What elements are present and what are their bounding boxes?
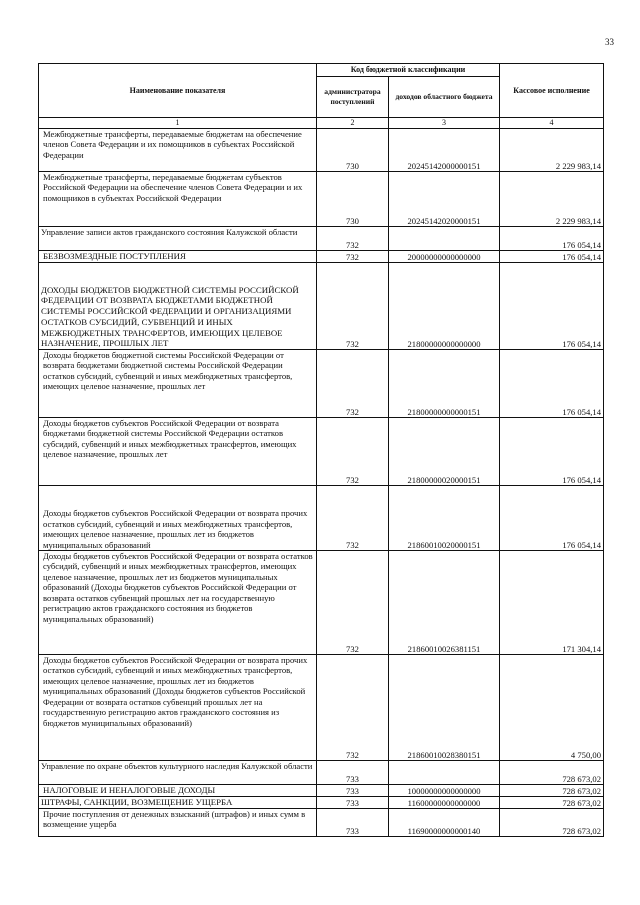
row-amount: 176 054,14 (500, 486, 604, 551)
row-amount: 176 054,14 (500, 418, 604, 486)
column-number: 2 (317, 118, 389, 129)
table-row (39, 785, 604, 797)
row-amount: 728 673,02 (500, 797, 604, 809)
table-row (39, 263, 604, 350)
row-admin-code: 733 (317, 785, 389, 797)
table-row (39, 655, 604, 761)
column-number: 1 (39, 118, 317, 129)
header-name-column: Наименование показателя (39, 64, 317, 118)
row-name: Доходы бюджетов субъектов Российской Федерации от возврата бюджетами бюджетной системы Российской Федерации остатков субсидий, субвенций и иных межбюджетных трансфертов, имеющих целевое назначение, прошлых лет (39, 418, 317, 486)
row-income-code: 20245142020000151 (389, 172, 500, 227)
row-admin-code: 732 (317, 486, 389, 551)
row-admin-code: 730 (317, 172, 389, 227)
page-number: 33 (605, 37, 614, 47)
row-admin-code: 732 (317, 251, 389, 263)
row-name: ШТРАФЫ, САНКЦИИ, ВОЗМЕЩЕНИЕ УЩЕРБА (39, 797, 317, 809)
row-amount: 4 750,00 (500, 655, 604, 761)
row-income-code (389, 227, 500, 251)
header-budget-code-group: Код бюджетной классификации (317, 64, 500, 77)
row-admin-code: 733 (317, 797, 389, 809)
row-income-code: 20245142000000151 (389, 129, 500, 172)
row-name: Межбюджетные трансферты, передаваемые бюджетам на обеспечение членов Совета Федерации и их помощников в субъектах Российской Федерации (39, 129, 317, 172)
row-amount: 2 229 983,14 (500, 172, 604, 227)
header-income-column: доходов областного бюджета (389, 77, 500, 118)
table-row (39, 551, 604, 655)
row-amount: 176 054,14 (500, 227, 604, 251)
row-income-code: 21800000000000000 (389, 263, 500, 350)
row-name: Доходы бюджетов бюджетной системы Российской Федерации от возврата бюджетами бюджетной системы Российской Федерации остатков субсидий, субвенций и иных межбюджетных трансфертов, имеющих целевое назначение, прошлых лет (39, 350, 317, 418)
row-amount: 728 673,02 (500, 761, 604, 785)
table-row (39, 251, 604, 263)
header-cash-column: Кассовое исполнение (500, 64, 604, 118)
header-admin-column: администратора поступлений (317, 77, 389, 118)
table-row (39, 418, 604, 486)
table-row (39, 486, 604, 551)
row-income-code: 20000000000000000 (389, 251, 500, 263)
row-name: ДОХОДЫ БЮДЖЕТОВ БЮДЖЕТНОЙ СИСТЕМЫ РОССИЙСКОЙ ФЕДЕРАЦИИ ОТ ВОЗВРАТА БЮДЖЕТАМИ БЮДЖЕТНОЙ СИСТЕМЫ РОССИЙСКОЙ ФЕДЕРАЦИИ И ОРГАНИЗАЦИЯМИ ОСТАТКОВ СУБСИДИЙ, СУБВЕНЦИЙ И ИНЫХ МЕЖБЮДЖЕТНЫХ ТРАНСФЕРТОВ, ИМЕЮЩИХ ЦЕЛЕВОЕ НАЗНАЧЕНИЕ, ПРОШЛЫХ ЛЕТ (39, 263, 317, 350)
table-row (39, 797, 604, 809)
row-name: Прочие поступления от денежных взысканий (штрафов) и иных сумм в возмещение ущерба (39, 809, 317, 837)
row-name: Управление по охране объектов культурного наследия Калужской области (39, 761, 317, 785)
row-income-code: 21860010028380151 (389, 655, 500, 761)
row-income-code: 11600000000000000 (389, 797, 500, 809)
row-income-code: 11690000000000140 (389, 809, 500, 837)
revenue-table (38, 63, 604, 837)
row-amount: 2 229 983,14 (500, 129, 604, 172)
table-row (39, 761, 604, 785)
row-admin-code: 730 (317, 129, 389, 172)
column-number: 4 (500, 118, 604, 129)
table-row (39, 172, 604, 227)
row-name: Управление записи актов гражданского состояния Калужской области (39, 227, 317, 251)
row-amount: 171 304,14 (500, 551, 604, 655)
row-name: Межбюджетные трансферты, передаваемые бюджетам субъектов Российской Федерации на обеспечение членов Совета Федерации и их помощников в субъектах Российской Федерации (39, 172, 317, 227)
row-name: Доходы бюджетов субъектов Российской Федерации от возврата прочих остатков субсидий, субвенций и иных межбюджетных трансфертов, имеющих целевое назначение, прошлых лет из бюджетов муниципальных образований (39, 486, 317, 551)
table-row (39, 350, 604, 418)
row-amount: 176 054,14 (500, 251, 604, 263)
row-name: Доходы бюджетов субъектов Российской Федерации от возврата прочих остатков субсидий, субвенций и иных межбюджетных трансфертов, имеющих целевое назначение, прошлых лет из бюджетов муниципальных образований (Доходы бюджетов субъектов Российской Федерации от возврата остатков субвенций прошлых лет на государственную регистрацию актов гражданского состояния из бюджетов муниципальных образований) (39, 655, 317, 761)
row-admin-code: 732 (317, 418, 389, 486)
row-income-code (389, 761, 500, 785)
row-income-code: 21800000020000151 (389, 418, 500, 486)
table-row (39, 129, 604, 172)
row-income-code: 10000000000000000 (389, 785, 500, 797)
column-number: 3 (389, 118, 500, 129)
table-row (39, 227, 604, 251)
row-name: Доходы бюджетов субъектов Российской Федерации от возврата остатков субсидий, субвенций и иных межбюджетных трансфертов, имеющих целевое назначение, прошлых лет из бюджетов муниципальных образований (Доходы бюджетов субъектов Российской Федерации от возврата остатков субвенций прошлых лет на государственную регистрацию актов гражданского состояния из бюджетов муниципальных образований) (39, 551, 317, 655)
row-admin-code: 733 (317, 809, 389, 837)
row-income-code: 21860010026381151 (389, 551, 500, 655)
row-name: БЕЗВОЗМЕЗДНЫЕ ПОСТУПЛЕНИЯ (39, 251, 317, 263)
row-amount: 176 054,14 (500, 350, 604, 418)
row-admin-code: 732 (317, 655, 389, 761)
row-income-code: 21860010020000151 (389, 486, 500, 551)
row-admin-code: 732 (317, 227, 389, 251)
row-amount: 728 673,02 (500, 809, 604, 837)
row-amount: 176 054,14 (500, 263, 604, 350)
table-row (39, 809, 604, 837)
row-amount: 728 673,02 (500, 785, 604, 797)
column-number-row (39, 118, 604, 129)
row-admin-code: 732 (317, 551, 389, 655)
row-name: НАЛОГОВЫЕ И НЕНАЛОГОВЫЕ ДОХОДЫ (39, 785, 317, 797)
row-admin-code: 732 (317, 263, 389, 350)
row-admin-code: 732 (317, 350, 389, 418)
row-income-code: 21800000000000151 (389, 350, 500, 418)
row-admin-code: 733 (317, 761, 389, 785)
